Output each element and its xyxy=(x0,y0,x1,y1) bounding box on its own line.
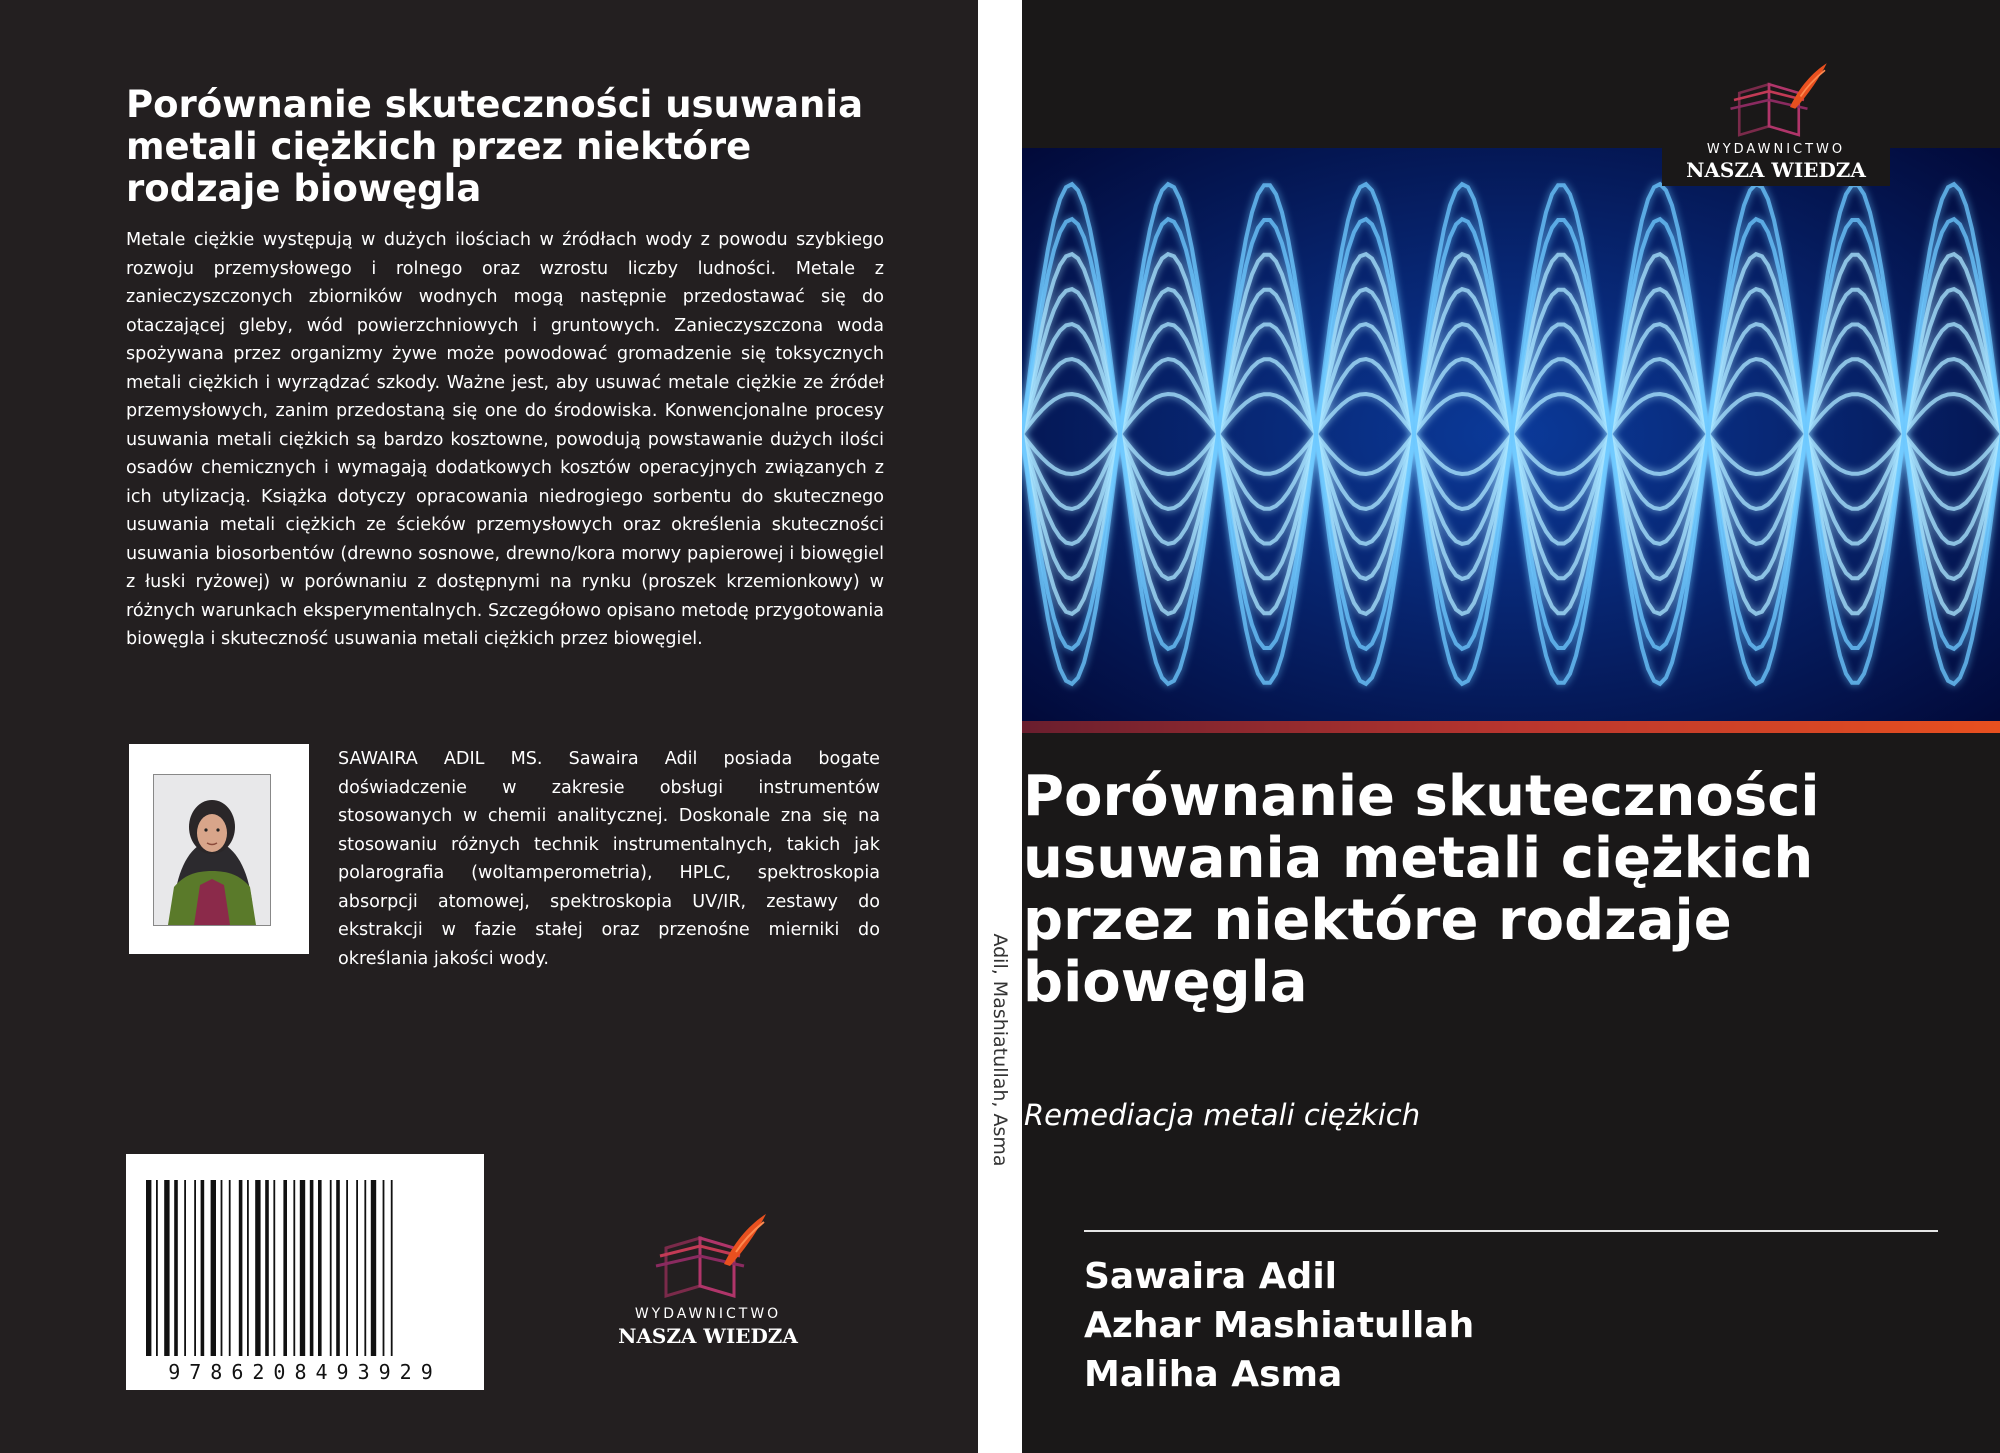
barcode-bar xyxy=(164,1180,169,1356)
author-name: Azhar Mashiatullah xyxy=(1084,1305,1475,1346)
publisher-label: WYDAWNICTWO xyxy=(634,1306,782,1322)
isbn-barcode xyxy=(126,1154,484,1390)
accent-bar xyxy=(1022,721,2000,733)
barcode-bar xyxy=(371,1180,376,1356)
barcode-bar xyxy=(211,1180,216,1356)
author-name: Maliha Asma xyxy=(1084,1354,1343,1395)
barcode-bar xyxy=(310,1180,314,1356)
back-cover-description: Metale ciężkie występują w dużych ilościach w źródłach wody z powodu szybkiego rozwoju przemysłowego i rolnego oraz wzrostu liczby ludności. Metale z zanieczyszczonych zbiorników wodnych mogą następnie przedostawać się do otaczającej gleby, wód powierzchniowych i gruntowych. Zanieczyszczona woda spożywana przez organizmy żywe może powodować gromadzenie się toksycznych metali ciężkich i wyrządzać szkody. Ważne jest, aby usuwać metale ciężkie ze źródeł przemysłowych, zanim przedostaną się one do środowiska. Konwencjonalne procesy usuwania metali ciężkich są bardzo kosztowne, powodują powstawanie dużych ilości osadów chemicznych i wymagają dodatkowych kosztów operacyjnych związanych z ich utylizacją. Książka dotyczy opracowania niedrogiego sorbentu do skutecznego usuwania metali ciężkich ze ścieków przemysłowych oraz określenia skuteczności usuwania biosorbentów (drewno sosnowe, drewno/kora morwy papierowej i biowęgiel z łuski ryżowej) w porównaniu z dostępnymi na rynku (proszek krzemionkowy) w różnych warunkach eksperymentalnych. Szczegółowo opisano metodę przygotowania biowęgla i skuteczność usuwania metali ciężkich przez biowęgiel. xyxy=(126,230,884,649)
barcode-bar xyxy=(336,1180,340,1356)
barcode-bar xyxy=(383,1180,385,1356)
barcode-bar xyxy=(229,1180,231,1356)
spine-authors: Adil, Mashiatullah, Asma xyxy=(989,933,1011,1167)
front-cover-subtitle: Remediacja metali ciężkich xyxy=(1024,1098,1421,1132)
book-quill-icon xyxy=(1706,58,1846,142)
barcode-bar xyxy=(346,1180,348,1356)
barcode-bar xyxy=(146,1180,151,1356)
barcode-bar xyxy=(156,1180,158,1356)
barcode-bar xyxy=(273,1180,275,1356)
barcode-bar xyxy=(318,1180,322,1356)
publisher-logo-front xyxy=(1662,56,1890,186)
author-photo xyxy=(129,744,309,954)
spine xyxy=(978,0,1022,1453)
barcode-bar xyxy=(391,1180,393,1356)
author-portrait xyxy=(153,774,271,926)
barcode-bar xyxy=(330,1180,332,1356)
authors-list xyxy=(1084,1252,1474,1399)
barcode-bar xyxy=(300,1180,305,1356)
barcode-bar xyxy=(293,1180,295,1356)
barcode-bar xyxy=(283,1180,287,1356)
barcode-bar xyxy=(255,1180,260,1356)
barcode-bar xyxy=(265,1180,269,1356)
isbn-number: 9786208493929 xyxy=(168,1360,442,1384)
barcode-bar xyxy=(247,1180,249,1356)
barcode-bar xyxy=(184,1180,186,1356)
barcode-bar xyxy=(221,1180,223,1356)
barcode-bar xyxy=(194,1180,196,1356)
cover-image-light-waves xyxy=(1022,148,2000,721)
publisher-logo-back xyxy=(598,1208,818,1348)
barcode-bar xyxy=(364,1180,366,1356)
barcode-bar xyxy=(239,1180,243,1356)
barcode-bars xyxy=(126,1154,484,1390)
barcode-bar xyxy=(201,1180,205,1356)
barcode-bar xyxy=(356,1180,358,1356)
publisher-name: NASZA WIEDZA xyxy=(618,1324,798,1348)
publisher-label: WYDAWNICTWO xyxy=(1706,142,1846,157)
front-cover-title: Porównanie skuteczności usuwania metali ciężkich przez niektóre rodzaje biowęgla xyxy=(1023,764,1820,1015)
back-cover-title: Porównanie skuteczności usuwania metali ciężkich przez niektóre rodzaje biowęgla xyxy=(126,83,864,210)
authors-divider xyxy=(1084,1230,1938,1232)
barcode-bar xyxy=(174,1180,178,1356)
author-name: Sawaira Adil xyxy=(1084,1256,1338,1297)
author-bio: SAWAIRA ADIL MS. Sawaira Adil posiada bogate doświadczenie w zakresie obsługi instrumentów stosowanych w chemii analitycznej. Doskonale zna się na stosowaniu różnych technik instrumentalnych, takich jak polarografia (woltamperometria), HPLC, spektroskopia absorpcji atomowej, spektroskopia UV/IR, zestawy do ekstrakcji w fazie stałej oraz przenośne mierniki do określania jakości wody. xyxy=(338,749,880,969)
publisher-name: NASZA WIEDZA xyxy=(1686,158,1866,182)
book-quill-icon xyxy=(638,1208,778,1304)
